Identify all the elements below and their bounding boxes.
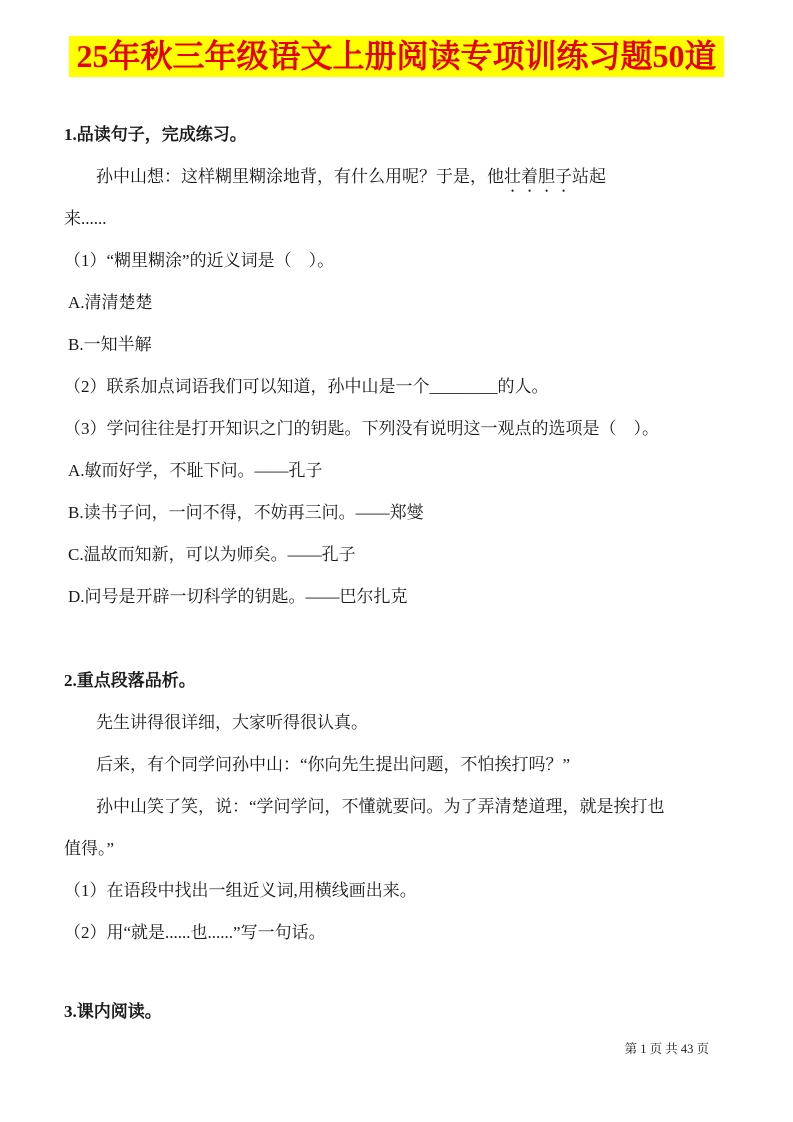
section2-question1: （1）在语段中找出一组近义词,用横线画出来。	[64, 881, 417, 900]
section2-paragraph1: 先生讲得很详细，大家听得很认真。	[96, 713, 368, 732]
section2-question2: （2）用“就是......也......”写一句话。	[64, 923, 326, 942]
section2-paragraph2: 后来，有个同学问孙中山：“你向先生提出问题，不怕挨打吗？”	[96, 755, 571, 774]
section2-paragraph3-line2: 值得。”	[64, 839, 115, 858]
section1-question3-option-c: C.温故而知新，可以为师矣。——孔子	[68, 545, 356, 564]
section2-heading: 2.重点段落品析。	[64, 671, 196, 690]
document-body	[64, 114, 735, 1033]
passage-emphasized-text: 壮着胆子	[504, 167, 572, 186]
section1-question3: （3）学问往往是打开知识之门的钥匙。下列没有说明这一观点的选项是（ ）。	[64, 419, 659, 438]
document-title: 25年秋三年级语文上册阅读专项训练习题50道	[69, 36, 723, 77]
section2-paragraph3-line1: 孙中山笑了笑，说：“学问学问，不懂就要问。为了弄清楚道理，就是挨打也	[96, 797, 665, 816]
section1-passage-line1	[64, 156, 735, 198]
section1-question2: （2）联系加点词语我们可以知道，孙中山是一个________的人。	[64, 377, 549, 396]
passage-text-after-emphasis: 站起	[572, 167, 606, 186]
passage-text-before-emphasis: 孙中山想：这样糊里糊涂地背，有什么用呢？于是，他	[96, 167, 504, 186]
section1-question3-option-d: D.问号是开辟一切科学的钥匙。——巴尔扎克	[68, 587, 408, 606]
title-row	[0, 0, 793, 77]
section1-question3-option-b: B.读书子问，一问不得，不妨再三问。——郑燮	[68, 503, 424, 522]
section3-heading: 3.课内阅读。	[64, 1002, 162, 1021]
section1-question1: （1）“糊里糊涂”的近义词是（ ）。	[64, 251, 335, 270]
page-number: 第 1 页 共 43 页	[624, 1042, 709, 1056]
section1-question1-option-b: B.一知半解	[68, 335, 152, 354]
section1-question3-option-a: A.敏而好学，不耻下问。——孔子	[68, 461, 323, 480]
section1-heading: 1.品读句子，完成练习。	[64, 125, 247, 144]
section1-question1-option-a: A.清清楚楚	[68, 293, 153, 312]
section1-passage-line2: 来......	[64, 209, 107, 228]
